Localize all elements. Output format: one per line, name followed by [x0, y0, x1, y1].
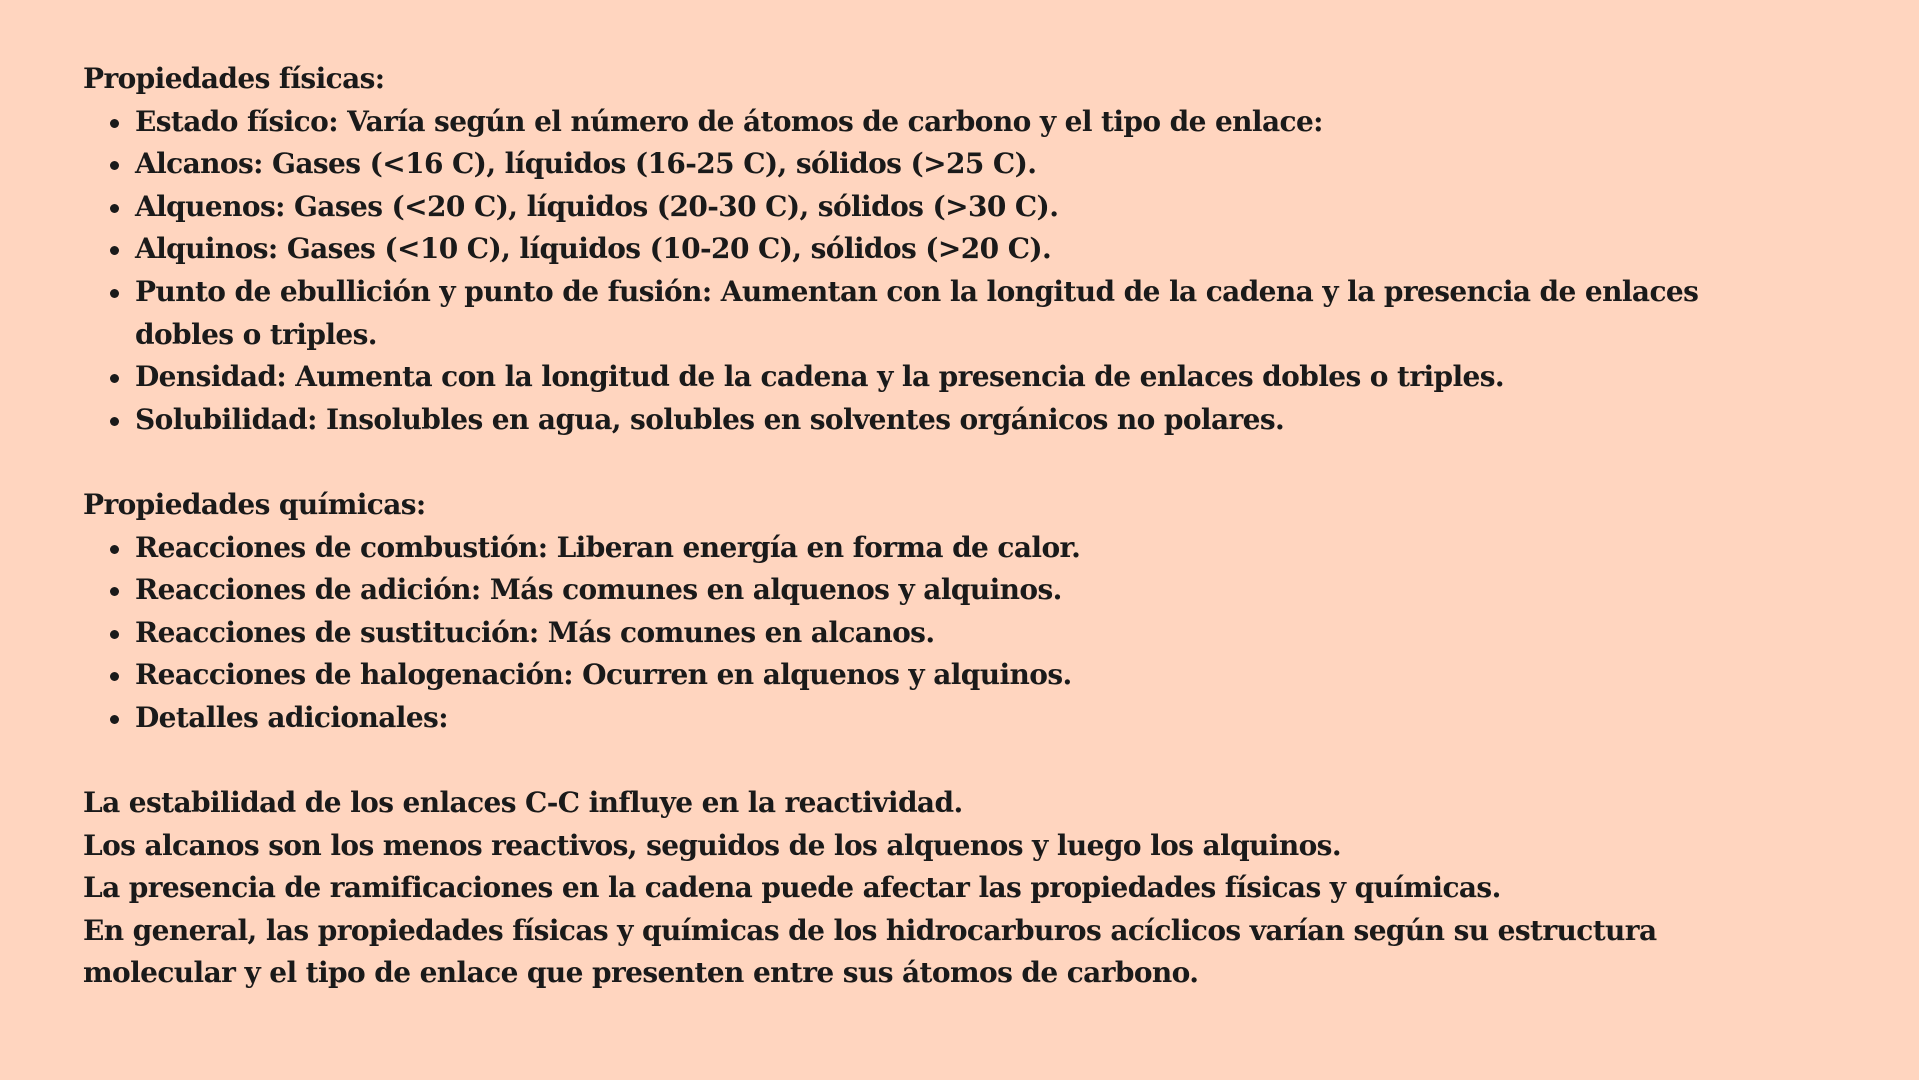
list-item: Reacciones de adición: Más comunes en alquenos y alquinos. — [135, 569, 1733, 612]
list-item: Estado físico: Varía según el número de átomos de carbono y el tipo de enlace: — [135, 101, 1733, 144]
slide-content — [83, 58, 1733, 995]
list-item: Alcanos: Gases (<16 C), líquidos (16-25 C), sólidos (>25 C). — [135, 143, 1733, 186]
list-item: Reacciones de halogenación: Ocurren en alquenos y alquinos. — [135, 654, 1733, 697]
chemical-properties-list — [83, 527, 1733, 740]
list-item: Alquenos: Gases (<20 C), líquidos (20-30 C), sólidos (>30 C). — [135, 186, 1733, 229]
spacer — [83, 740, 1733, 783]
list-item: Reacciones de sustitución: Más comunes en alcanos. — [135, 612, 1733, 655]
note-paragraph: La presencia de ramificaciones en la cadena puede afectar las propiedades físicas y químicas. — [83, 871, 1501, 905]
spacer — [83, 441, 1733, 484]
list-item: Detalles adicionales: — [135, 697, 1733, 740]
note-paragraph: La estabilidad de los enlaces C-C influye en la reactividad. — [83, 786, 963, 820]
note-paragraph: Los alcanos son los menos reactivos, seguidos de los alquenos y luego los alquinos. — [83, 828, 1341, 862]
list-item: Reacciones de combustión: Liberan energía en forma de calor. — [135, 527, 1733, 570]
list-item: Alquinos: Gases (<10 C), líquidos (10-20 C), sólidos (>20 C). — [135, 228, 1733, 271]
physical-properties-heading: Propiedades físicas: — [83, 62, 385, 95]
list-item: Punto de ebullición y punto de fusión: Aumentan con la longitud de la cadena y la presencia de enlaces dobles o triples. — [135, 271, 1733, 356]
list-item: Solubilidad: Insolubles en agua, solubles en solventes orgánicos no polares. — [135, 399, 1733, 442]
list-item: Densidad: Aumenta con la longitud de la cadena y la presencia de enlaces dobles o triples. — [135, 356, 1733, 399]
additional-notes — [83, 782, 1733, 995]
note-paragraph: En general, las propiedades físicas y químicas de los hidrocarburos acíclicos varían según su estructura molecular y el tipo de enlace que presenten entre sus átomos de carbono. — [83, 913, 1657, 990]
chemical-properties-heading: Propiedades químicas: — [83, 487, 426, 521]
physical-properties-list — [83, 101, 1733, 442]
